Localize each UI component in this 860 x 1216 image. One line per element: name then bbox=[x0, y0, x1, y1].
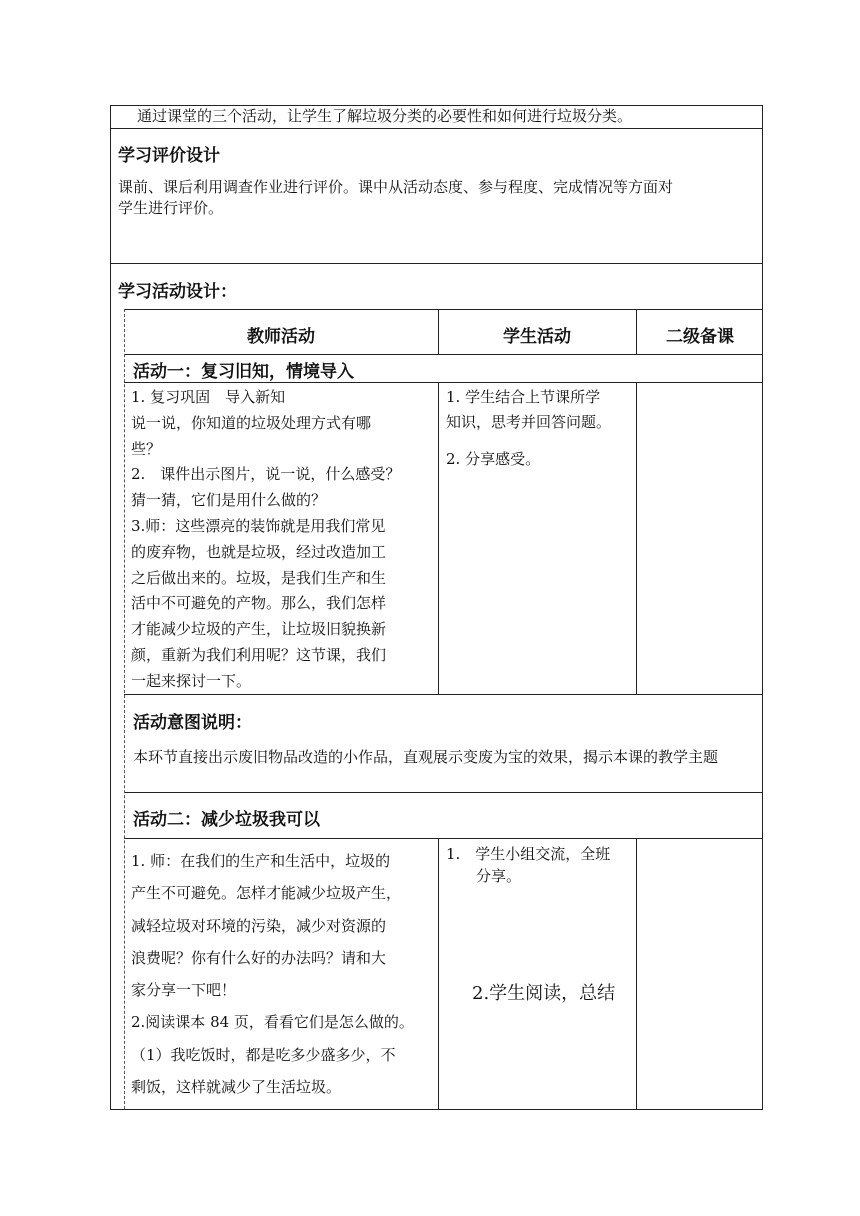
evaluation-line: 课前、课后利用调查作业进行评价。课中从活动态度、参与程度、完成情况等方面对 bbox=[118, 178, 674, 196]
activity1-teacher-cell bbox=[131, 385, 400, 695]
activity1-teacher-line: 一起来探讨一下。 bbox=[131, 671, 252, 690]
activity2-title: 活动二：减少垃圾我可以 bbox=[133, 810, 320, 830]
activity2-student-line: 1. 学生小组交流，全班 bbox=[446, 845, 611, 863]
table-bottom-border bbox=[110, 1109, 763, 1110]
column-divider-2-top bbox=[636, 309, 637, 354]
activity1-student-cell bbox=[446, 385, 611, 472]
activity2-teacher-line: 浪费呢？你有什么好的办法吗？请和大 bbox=[131, 948, 387, 967]
column-header-student: 学生活动 bbox=[503, 327, 571, 347]
inner-intent-bottom bbox=[124, 792, 762, 793]
table-right-border bbox=[762, 105, 763, 1110]
column-divider-1-act2 bbox=[438, 838, 439, 1109]
activity-design-title: 学习活动设计： bbox=[118, 282, 237, 302]
activity1-teacher-line: 的废弃物，也就是垃圾，经过改造加工 bbox=[131, 542, 387, 561]
activity1-teacher-line: 才能减少垃圾的产生，让垃圾旧貌换新 bbox=[131, 620, 387, 639]
inner-activity1-title-bottom bbox=[124, 382, 762, 383]
activity2-teacher-line: （1）我吃饭时，都是吃多少盛多少，不 bbox=[131, 1045, 396, 1064]
activity2-student-line: 2.学生阅读，总结 bbox=[472, 983, 616, 1004]
activity1-student-line: 1. 学生结合上节课所学 bbox=[446, 388, 601, 406]
inner-activity2-title-bottom bbox=[124, 838, 762, 839]
intent-title: 活动意图说明： bbox=[133, 713, 252, 733]
inner-table-top bbox=[124, 309, 762, 310]
evaluation-line: 学生进行评价。 bbox=[118, 199, 224, 217]
activity1-teacher-line: 颜，重新为我们利用呢？这节课，我们 bbox=[131, 645, 387, 664]
column-divider-1-act1 bbox=[438, 382, 439, 694]
column-header-secondary-prep: 二级备课 bbox=[666, 327, 734, 347]
activity2-teacher-line: 2.阅读课本 84 页，看看它们是怎么做的。 bbox=[131, 1013, 414, 1032]
activity1-student-line: 2. 分享感受。 bbox=[446, 450, 541, 468]
column-divider-2-act2 bbox=[636, 838, 637, 1109]
activity2-teacher-line: 产生不可避免。怎样才能减少垃圾产生， bbox=[131, 884, 402, 903]
divider-evaluation bbox=[110, 263, 763, 264]
activity2-teacher-line: 剩饭，这样就减少了生活垃圾。 bbox=[131, 1078, 342, 1097]
intent-body: 本环节直接出示废旧物品改造的小作品，直观展示变废为宝的效果，揭示本课的教学主题 bbox=[133, 748, 719, 766]
activity2-teacher-line: 减轻垃圾对环境的污染，减少对资源的 bbox=[131, 916, 387, 935]
inner-header-bottom bbox=[124, 354, 762, 355]
activity2-teacher-cell bbox=[131, 845, 414, 1103]
activity1-teacher-line: 1. 复习巩固 导入新知 bbox=[131, 388, 286, 406]
activity1-student-line: 知识，思考并回答问题。 bbox=[446, 413, 612, 431]
activity2-teacher-line: 家分享一下吧！ bbox=[131, 981, 237, 1000]
activity1-teacher-line: 些？ bbox=[131, 439, 162, 458]
activity1-teacher-line: 活中不可避免的产物。那么，我们怎样 bbox=[131, 594, 387, 613]
activity1-teacher-line: 说一说，你知道的垃圾处理方式有哪 bbox=[131, 413, 372, 432]
activity2-student-cell bbox=[446, 843, 610, 887]
divider-goal bbox=[110, 128, 763, 129]
inner-table-left-dashed bbox=[124, 309, 125, 1109]
table-left-border bbox=[110, 105, 111, 1110]
column-header-teacher: 教师活动 bbox=[247, 327, 315, 347]
activity2-teacher-line: 1. 师：在我们的生产和生活中，垃圾的 bbox=[131, 852, 391, 870]
activity1-teacher-line: 2. 课件出示图片，说一说，什么感受？ bbox=[131, 465, 401, 484]
evaluation-body bbox=[118, 177, 673, 219]
activity1-teacher-line: 3.师：这些漂亮的装饰就是用我们常见 bbox=[131, 516, 386, 535]
column-divider-2-act1 bbox=[636, 382, 637, 694]
goal-text: 通过课堂的三个活动，让学生了解垃圾分类的必要性和如何进行垃圾分类。 bbox=[137, 107, 633, 125]
activity1-teacher-line: 之后做出来的。垃圾，是我们生产和生 bbox=[131, 568, 387, 587]
evaluation-title: 学习评价设计 bbox=[118, 146, 220, 166]
activity1-teacher-line: 猜一猜，它们是用什么做的？ bbox=[131, 491, 327, 510]
activity2-student-line: 分享。 bbox=[446, 867, 522, 885]
activity1-title: 活动一：复习旧知，情境导入 bbox=[133, 362, 354, 382]
